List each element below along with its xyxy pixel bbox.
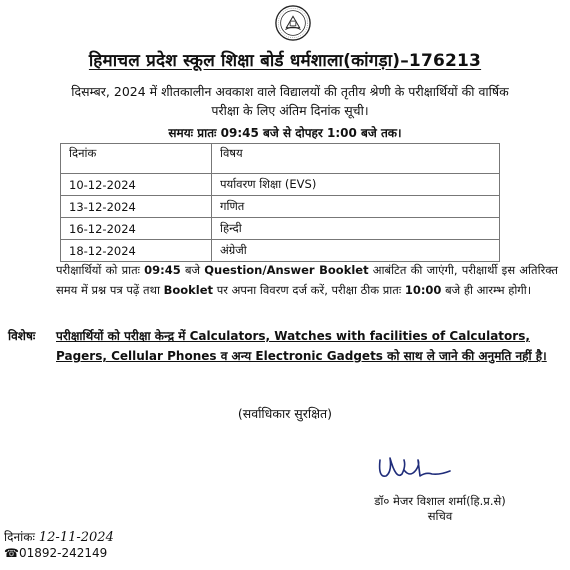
signatory-designation: सचिव (427, 509, 453, 523)
note-booklet-name: Question/Answer Booklet (204, 263, 369, 277)
intro-text: दिसम्बर, 2024 में शीतकालीन अवकाश वाले विद्यालयों की तृतीय श्रेणी के परीक्षार्थियों की वार्षिक परीक्षा के लिए अंतिम दिनांक सूची। (71, 84, 509, 118)
note-text: आबंटित की जाएंगी, परीक्षार्थी इस अतिरिक्त समय में प्रश्न पत्र पढ़ें तथा (56, 263, 558, 297)
issue-date (4, 528, 114, 545)
signature-image (374, 452, 454, 486)
row-subject: हिन्दी (212, 218, 500, 240)
telephone-icon: ☎ (4, 546, 19, 560)
rights-reserved: (सर्वाधिकार सुरक्षित) (237, 406, 333, 421)
column-header-subject: विषय (212, 144, 500, 174)
note-booklet-word: Booklet (163, 283, 214, 297)
page-title: हिमाचल प्रदेश स्कूल शिक्षा बोर्ड धर्मशाला(कांगड़ा)–176213 (88, 51, 482, 71)
exam-schedule-table (60, 143, 500, 262)
column-header-date: दिनांक (61, 144, 212, 174)
contact-phone (4, 546, 107, 560)
row-date: 13-12-2024 (61, 196, 212, 218)
table-row (61, 174, 500, 196)
note-text: परीक्षार्थियों को प्रातः (56, 263, 145, 277)
note-text: पर अपना विवरण दर्ज करें, परीक्षा ठीक प्रातः (213, 283, 405, 297)
signatory-name: डॉ० मेजर विशाल शर्मा(हि.प्र.से) (374, 494, 506, 508)
table-header-row (61, 144, 500, 174)
note-time-start: 09:45 (144, 263, 181, 277)
phone-number: 01892-242149 (18, 546, 108, 560)
board-emblem-icon (274, 4, 312, 42)
note-text: बजे ही आरम्भ होगी। (441, 283, 532, 297)
exam-timing: समयः प्रातः 09:45 बजे से दोपहर 1:00 बजे तक। (168, 126, 402, 140)
special-instruction (56, 326, 560, 366)
row-subject: पर्यावरण शिक्षा (EVS) (212, 174, 500, 196)
row-date: 16-12-2024 (61, 218, 212, 240)
row-subject: गणित (212, 196, 500, 218)
row-date: 10-12-2024 (61, 174, 212, 196)
date-label: दिनांकः (4, 530, 35, 544)
table-row (61, 196, 500, 218)
date-value: 12-11-2024 (38, 530, 114, 545)
table-row (61, 240, 500, 262)
booklet-note (56, 260, 558, 300)
table-row (61, 218, 500, 240)
special-instruction-text: परीक्षार्थियों को परीक्षा केन्द्र में Calculators, Watches with facilities of Calculators, Pagers, Cellular Phones व अन्य Electronic Gadgets को साथ ले जाने की अनुमति नहीं है। (56, 329, 547, 363)
note-text: बजे (180, 263, 205, 277)
row-date: 18-12-2024 (61, 240, 212, 262)
note-time-exam: 10:00 (404, 283, 442, 297)
row-subject: अंग्रेजी (212, 240, 500, 262)
special-label: विशेषः (8, 329, 36, 343)
